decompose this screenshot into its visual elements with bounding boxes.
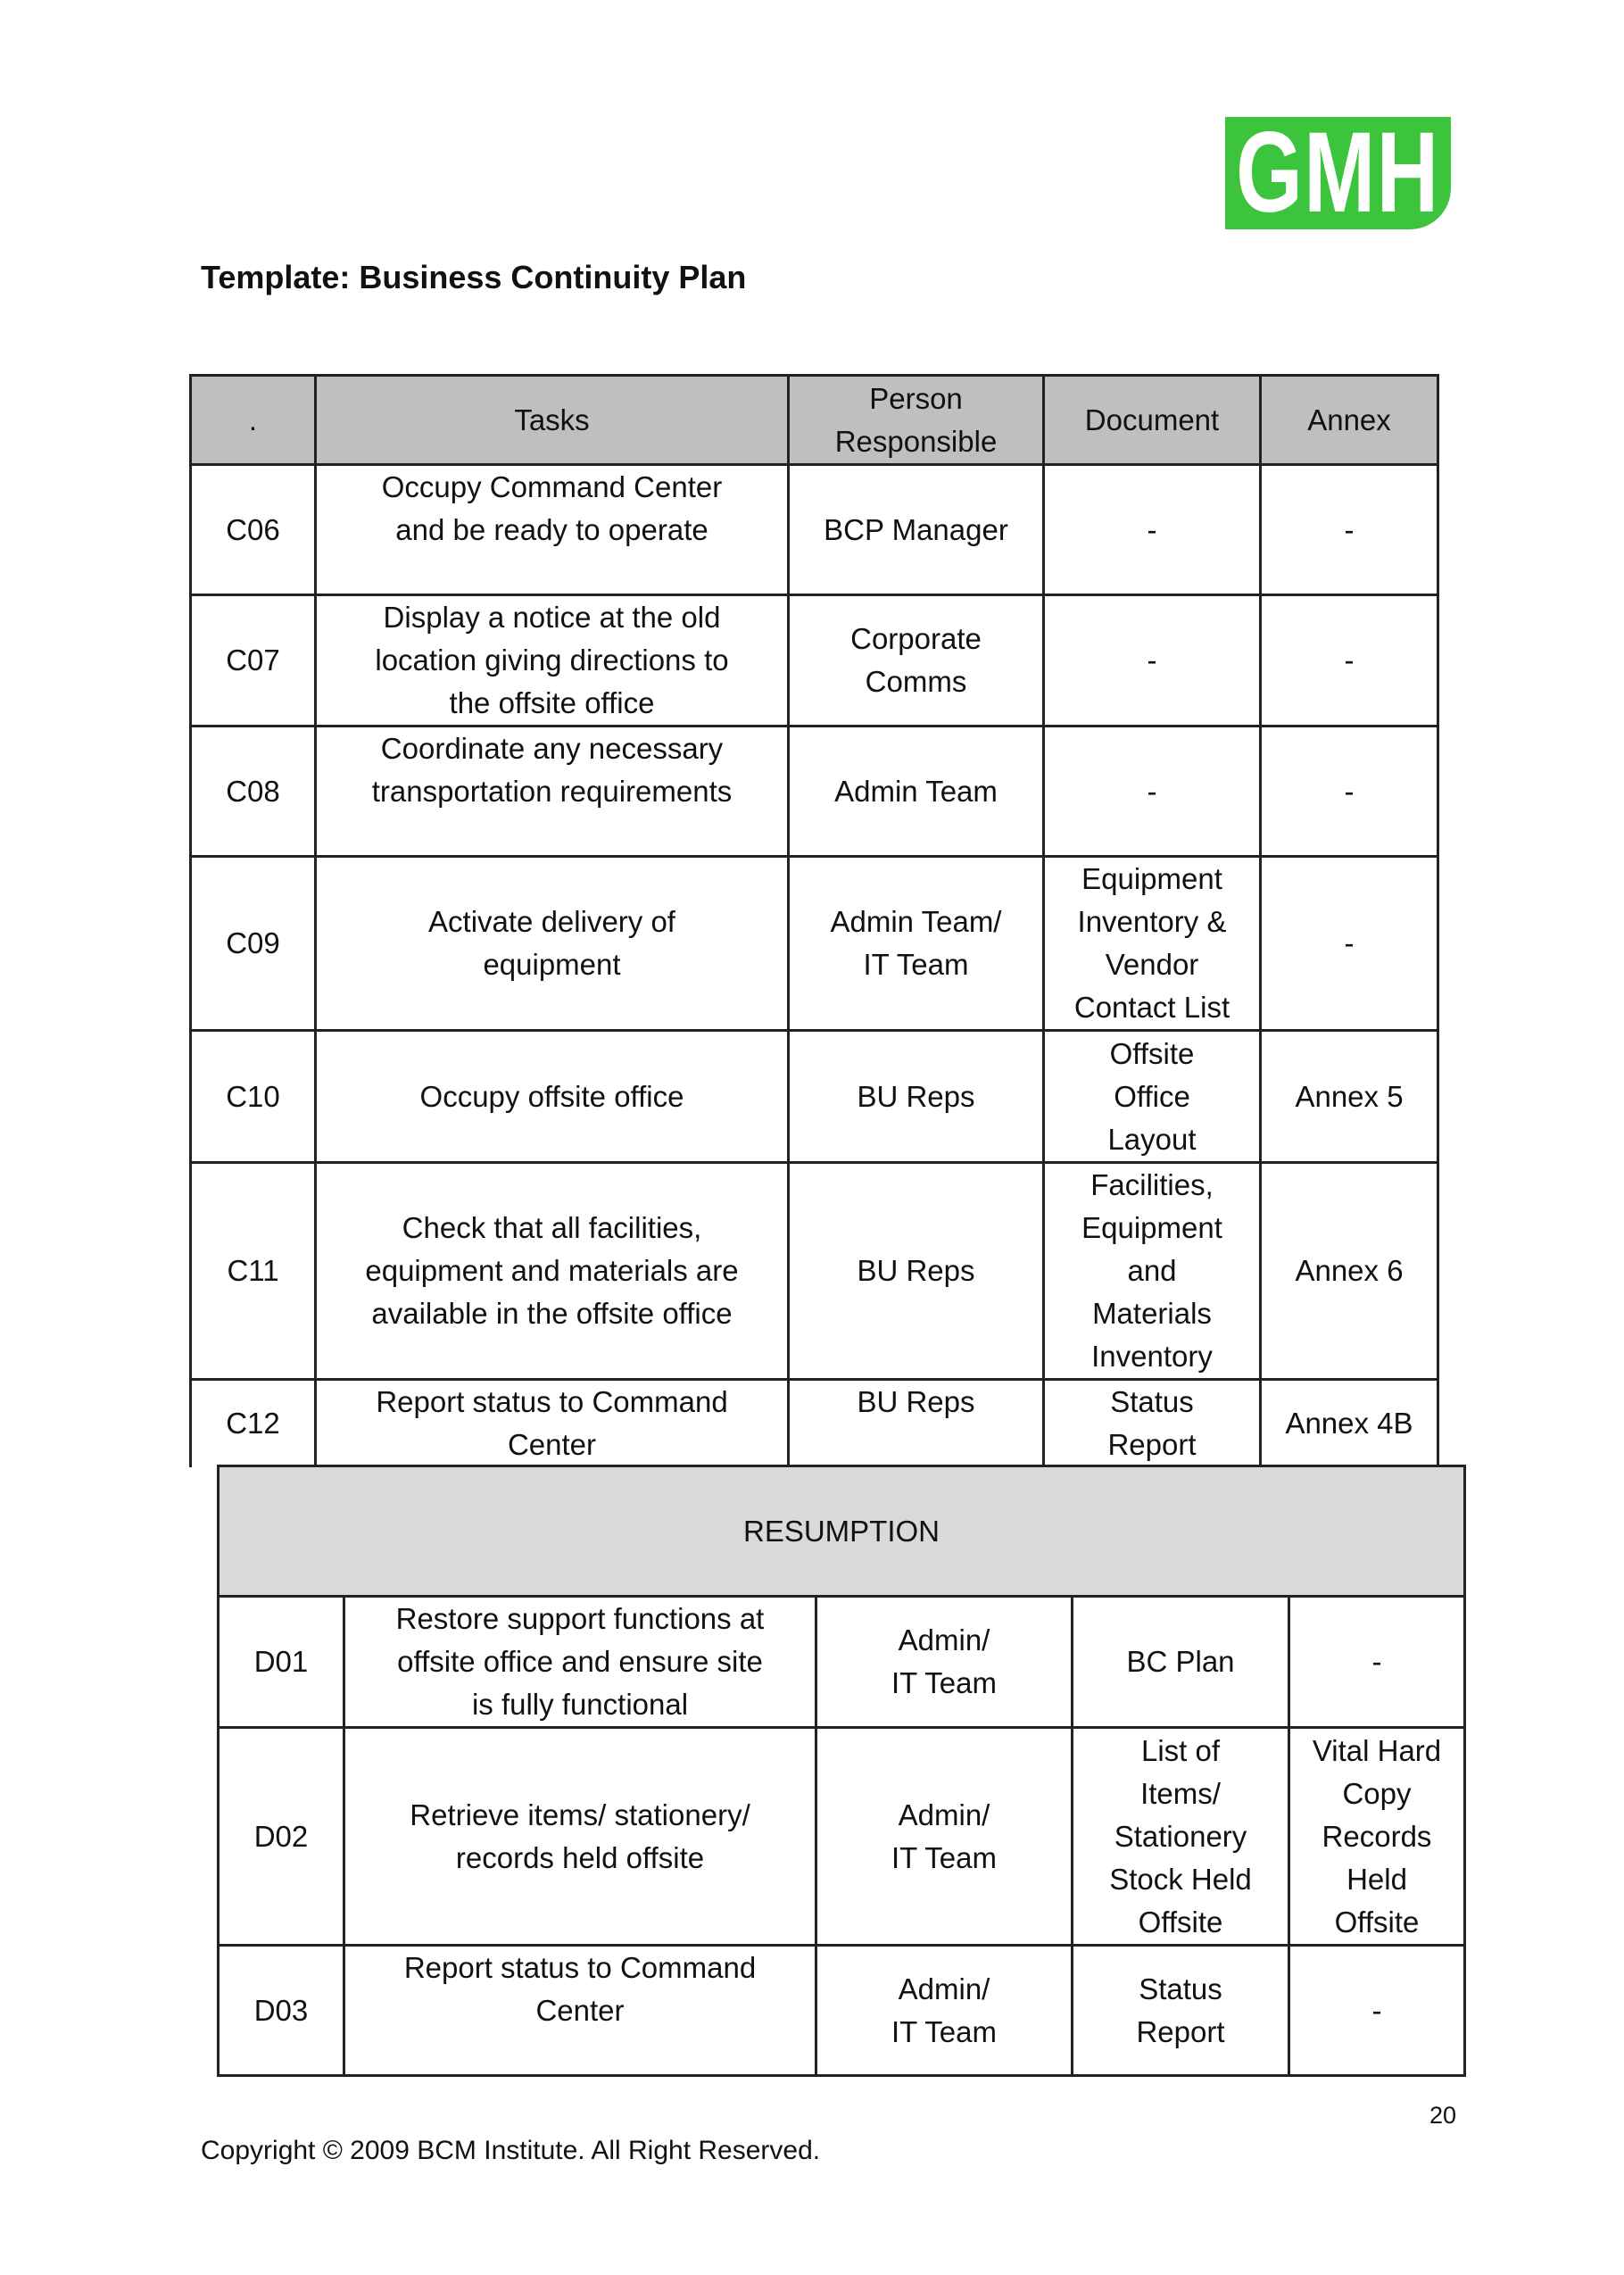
header-annex: Annex xyxy=(1261,376,1438,465)
document-cell: - xyxy=(1044,727,1261,857)
task-cell: Check that all facilities, equipment and materials are available in the offsite office xyxy=(316,1163,789,1380)
document-cell: Facilities, Equipment and Materials Inventory xyxy=(1044,1163,1261,1380)
row-id-cell: D02 xyxy=(219,1728,344,1946)
document-cell: BC Plan xyxy=(1073,1597,1289,1728)
annex-cell: Annex 6 xyxy=(1261,1163,1438,1380)
row-id-cell: C11 xyxy=(191,1163,316,1380)
row-id-cell: C07 xyxy=(191,595,316,727)
annex-cell: - xyxy=(1289,1597,1465,1728)
page-number: 20 xyxy=(1429,2102,1456,2129)
table-row-c10 xyxy=(191,1031,1438,1163)
resumption-section-row xyxy=(219,1466,1465,1597)
logo-text: GMH xyxy=(1236,117,1440,229)
header-document: Document xyxy=(1044,376,1261,465)
table-row-c12 xyxy=(191,1380,1438,1467)
row-id-cell: C12 xyxy=(191,1380,316,1467)
person-responsible-cell: Admin/ IT Team xyxy=(816,1728,1073,1946)
task-cell: Restore support functions at offsite office and ensure site is fully functional xyxy=(344,1597,816,1728)
annex-cell: - xyxy=(1261,465,1438,595)
header-person-responsible: Person Responsible xyxy=(789,376,1044,465)
document-cell: List of Items/ Stationery Stock Held Offsite xyxy=(1073,1728,1289,1946)
document-cell: Offsite Office Layout xyxy=(1044,1031,1261,1163)
row-id-cell: C09 xyxy=(191,857,316,1031)
person-responsible-cell: Corporate Comms xyxy=(789,595,1044,727)
annex-cell: Annex 4B xyxy=(1261,1380,1438,1467)
annex-cell: - xyxy=(1261,727,1438,857)
row-id-cell: D03 xyxy=(219,1946,344,2076)
table-row-d03 xyxy=(219,1946,1465,2076)
header-id: . xyxy=(191,376,316,465)
task-cell: Display a notice at the old location giving directions to the offsite office xyxy=(316,595,789,727)
person-responsible-cell: BU Reps xyxy=(789,1031,1044,1163)
table-row-c08 xyxy=(191,727,1438,857)
task-cell: Report status to Command Center xyxy=(344,1946,816,2076)
person-responsible-cell: BU Reps xyxy=(789,1163,1044,1380)
task-cell: Occupy Command Center and be ready to operate xyxy=(316,465,789,595)
document-cell: - xyxy=(1044,465,1261,595)
copyright-notice: Copyright © 2009 BCM Institute. All Right Reserved. xyxy=(201,2136,821,2165)
annex-cell: Annex 5 xyxy=(1261,1031,1438,1163)
resumption-table xyxy=(217,1465,1466,2077)
gmh-logo xyxy=(1225,117,1451,229)
table-row-c09 xyxy=(191,857,1438,1031)
row-id-cell: C06 xyxy=(191,465,316,595)
task-cell: Report status to Command Center xyxy=(316,1380,789,1467)
resumption-section-label: RESUMPTION xyxy=(219,1466,1465,1597)
task-cell: Activate delivery of equipment xyxy=(316,857,789,1031)
continuity-plan-table xyxy=(189,374,1439,1467)
page-title: Template: Business Continuity Plan xyxy=(201,259,747,295)
table-header-row xyxy=(191,376,1438,465)
annex-cell: - xyxy=(1261,857,1438,1031)
task-cell: Occupy offsite office xyxy=(316,1031,789,1163)
person-responsible-cell: Admin Team xyxy=(789,727,1044,857)
row-id-cell: C08 xyxy=(191,727,316,857)
row-id-cell: D01 xyxy=(219,1597,344,1728)
table-row-c07 xyxy=(191,595,1438,727)
document-cell: Equipment Inventory & Vendor Contact List xyxy=(1044,857,1261,1031)
annex-cell: Vital Hard Copy Records Held Offsite xyxy=(1289,1728,1465,1946)
document-cell: Status Report xyxy=(1073,1946,1289,2076)
person-responsible-cell: Admin/ IT Team xyxy=(816,1946,1073,2076)
table-row-d01 xyxy=(219,1597,1465,1728)
person-responsible-cell: Admin Team/ IT Team xyxy=(789,857,1044,1031)
person-responsible-cell: BCP Manager xyxy=(789,465,1044,595)
person-responsible-cell: BU Reps xyxy=(789,1380,1044,1467)
document-cell: Status Report xyxy=(1044,1380,1261,1467)
task-cell: Retrieve items/ stationery/ records held offsite xyxy=(344,1728,816,1946)
document-cell: - xyxy=(1044,595,1261,727)
table-row-d02 xyxy=(219,1728,1465,1946)
table-row-c11 xyxy=(191,1163,1438,1380)
table-row-c06 xyxy=(191,465,1438,595)
row-id-cell: C10 xyxy=(191,1031,316,1163)
header-tasks: Tasks xyxy=(316,376,789,465)
task-cell: Coordinate any necessary transportation requirements xyxy=(316,727,789,857)
person-responsible-cell: Admin/ IT Team xyxy=(816,1597,1073,1728)
annex-cell: - xyxy=(1289,1946,1465,2076)
annex-cell: - xyxy=(1261,595,1438,727)
